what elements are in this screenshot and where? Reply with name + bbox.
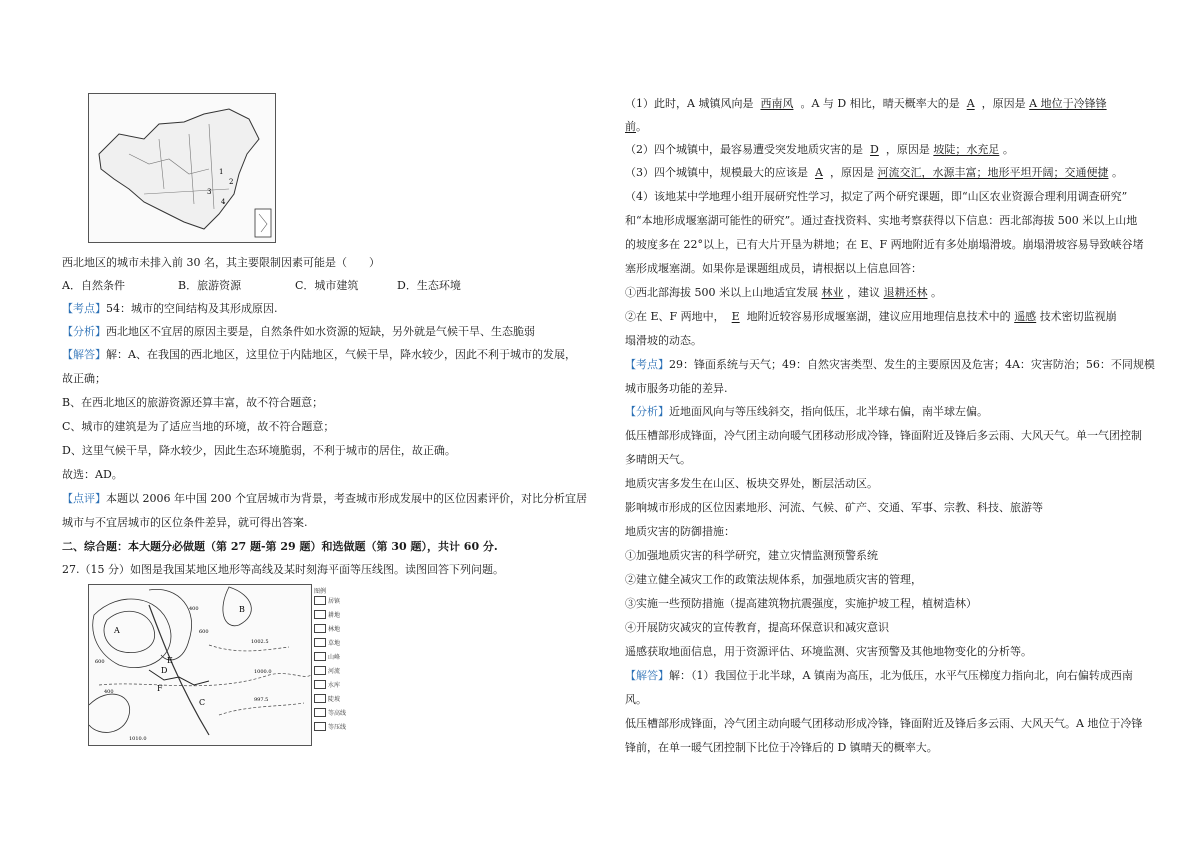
china-map-number: 1 [219, 168, 224, 176]
answer-text: ，原因是 [885, 143, 930, 156]
jieda-line [625, 669, 1133, 683]
map-label-e: E [167, 656, 173, 665]
steep-slope-icon [314, 694, 326, 703]
jieda-line-4: C、城市的建筑是为了适应当地的环境，故不符合题意； [62, 420, 335, 433]
jieda-line-5: D、这里气候干旱，降水较少，因此生态环境脆弱，不利于城市的居住，故正确。 [62, 444, 456, 457]
farmland-icon [314, 610, 326, 619]
fenxi-tag: 【分析】 [625, 405, 669, 418]
answer-1-line [625, 97, 1107, 111]
answer-blank: A [966, 97, 975, 110]
map-label-c: C [199, 698, 206, 707]
q26-stem: 西北地区的城市未排入前 30 名，其主要限制因素可能是（ ） [62, 256, 380, 269]
fenxi-line [625, 405, 988, 419]
kaodian-tag: 【考点】 [62, 302, 106, 315]
forest-icon [314, 624, 326, 633]
answer-text: 。 [931, 286, 942, 299]
answer-text: ①西北部海拔 500 米以上山地适宜发展 [625, 286, 818, 299]
isobar-label: 1000.0 [254, 669, 272, 675]
isobar-label: 1010.0 [129, 736, 147, 742]
answer-4b-line-2: 塌滑坡的动态。 [625, 334, 702, 347]
map-label-f: F [157, 684, 163, 693]
answer-3-line [625, 166, 1123, 180]
kaodian-tag: 【考点】 [625, 358, 669, 371]
kaodian-text: 29：锋面系统与天气；49：自然灾害类型、发生的主要原因及危害；4A：灾害防治；56：不同规模 [669, 358, 1155, 371]
answer-4-line-2: 和“本地形成堰塞湖可能性的研究”。通过查找资料、实地考察获得以下信息：西北部海拔 500 米以上山地 [625, 214, 1138, 227]
dianping-text: 本题以 2006 年中国 200 个宜居城市为背景，考查城市形成发展中的区位因素评价，对比分析宜居 [106, 492, 587, 505]
legend-label: 耕地 [328, 612, 341, 619]
legend-label: 等高线 [328, 710, 347, 717]
fenxi-text: 西北地区不宜居的原因主要是，自然条件如水资源的短缺，另外就是气候干旱、生态脆弱 [106, 325, 535, 338]
answer-text: （3）四个城镇中，规模最大的应该是 [625, 166, 808, 179]
jieda-text: 解：A、在我国的西北地区，这里位于内陆地区，气候干旱，降水较少，因此不利于城市的发展， [106, 348, 576, 361]
legend-label: 居镇 [328, 598, 341, 605]
china-map-number: 2 [229, 178, 234, 186]
map-label-a: A [114, 626, 120, 635]
section-2-heading: 二、综合题：本大题分必做题（第 27 题-第 29 题）和选做题（第 30 题），共计 60 分. [62, 540, 498, 553]
isobar-line-icon [314, 722, 326, 731]
q26-option-c: C．城市建筑 [295, 279, 359, 292]
q26-option-d: D．生态环境 [397, 279, 461, 292]
dianping-line-2: 城市与不宜居城市的区位条件差异，就可得出答案. [62, 516, 308, 529]
answer-text: 地附近较容易形成堰塞湖，建议应用地理信息技术中的 [746, 310, 1011, 323]
q26-option-a: A．自然条件 [62, 279, 125, 292]
answer-4-line-1: （4）该地某中学地理小组开展研究性学习，拟定了两个研究课题，即“山区农业资源合理利用调查研究” [625, 190, 1128, 203]
kaodian-line-2: 城市服务功能的差异. [625, 382, 728, 395]
fenxi-line-7: ①加强地质灾害的科学研究，建立灾情监测预警系统 [625, 549, 878, 562]
terrain-isobar-map-figure [88, 584, 312, 746]
fenxi-line-9: ③实施一些预防措施（提高建筑物抗震强度，实施护坡工程，植树造林） [625, 597, 977, 610]
answer-4b-line [625, 310, 1117, 324]
answer-blank: 林业 [821, 286, 844, 299]
fenxi-line-10: ④开展防灾减灾的宣传教育，提高环保意识和减灾意识 [625, 621, 889, 634]
legend-label: 山峰 [328, 654, 341, 661]
jieda-line-3: B、在西北地区的旅游资源还算丰富，故不符合题意； [62, 396, 324, 409]
answer-blank: 退耕还林 [883, 286, 928, 299]
answer-4-line-3: 的坡度多在 22°以上，已有大片开垦为耕地；在 E、F 两地附近有多处崩塌滑坡。崩塌滑坡容易导致峡谷堵 [625, 238, 1144, 251]
answer-blank: D [870, 143, 879, 156]
legend-label: 陡坡 [328, 696, 341, 703]
answer-blank: 西南风 [760, 97, 794, 110]
answer-blank: 遥感 [1014, 310, 1037, 323]
isobar-label: 997.5 [254, 697, 269, 703]
answer-blank: 坡陡；水充足 [933, 143, 1000, 156]
town-icon [314, 596, 326, 605]
dianping-line [62, 492, 587, 506]
legend-label: 草地 [328, 640, 341, 647]
answer-text: ，建议 [847, 286, 880, 299]
contour-line-icon [314, 708, 326, 717]
answer-blank: 前 [625, 120, 636, 133]
contour-label: 600 [95, 659, 105, 665]
dianping-tag: 【点评】 [62, 492, 106, 505]
china-map-number: 3 [207, 188, 212, 196]
china-map-figure [88, 93, 276, 243]
isobar-label: 1002.5 [251, 639, 269, 645]
jieda-line-2: 故正确； [62, 372, 106, 385]
q26-option-b: B．旅游资源 [178, 279, 242, 292]
answer-text: ，原因是 [981, 97, 1026, 110]
answer-text: 。 [1111, 166, 1123, 179]
map-legend [312, 584, 358, 744]
q27-stem: 27.（15 分）如图是我国某地区地形等高线及某时刻海平面等压线图。读图回答下列问题。 [62, 563, 504, 576]
jieda-line-4: 锋前，在单一暖气团控制下比位于冷锋后的 D 镇晴天的概率大。 [625, 741, 938, 754]
kaodian-text: 54：城市的空间结构及其形成原因. [106, 302, 278, 315]
kaodian-line [62, 302, 278, 316]
china-map-image [89, 94, 275, 242]
map-label-d: D [161, 666, 168, 675]
reservoir-icon [314, 680, 326, 689]
answer-blank: 河流交汇，水源丰富；地形平坦开阔；交通便捷 [877, 166, 1109, 179]
jieda-text: 解：（1）我国位于北半球，A 镇南为高压，北为低压，水平气压梯度力指向北，向右偏转成西南 [669, 669, 1133, 682]
answer-text: 技术密切监视崩 [1039, 310, 1117, 323]
answer-text: （2）四个城镇中，最容易遭受突发地质灾害的是 [625, 143, 863, 156]
jieda-tag: 【解答】 [62, 348, 106, 361]
legend-label: 等压线 [328, 724, 347, 731]
answer-text: ②在 E、F 两地中， [625, 310, 725, 323]
answer-text: （1）此时，A 城镇风向是 [625, 97, 754, 110]
fenxi-line-5: 影响城市形成的区位因素地形、河流、气候、矿产、交通、军事、宗教、科技、旅游等 [625, 501, 1043, 514]
kaodian-line [625, 358, 1155, 372]
terrain-isobar-map [89, 585, 311, 745]
jieda-line [62, 348, 576, 362]
answer-text: 。A 与 D 相比，晴天概率大的是 [800, 97, 960, 110]
answer-2-line [625, 143, 1014, 157]
fenxi-line-2: 低压槽部形成锋面，冷气团主动向暖气团移动形成冷锋，锋面附近及锋后多云雨、大风天气。单一气团控制 [625, 429, 1142, 442]
answer-blank: E [731, 310, 740, 323]
river-icon [314, 666, 326, 675]
fenxi-line [62, 325, 535, 339]
fenxi-text: 近地面风向与等压线斜交，指向低压，北半球右偏，南半球左偏。 [669, 405, 988, 418]
answer-4a-line [625, 286, 942, 300]
legend-title: 图例 [314, 588, 327, 595]
map-label-b: B [239, 605, 245, 614]
fenxi-line-6: 地质灾害的防御措施： [625, 525, 735, 538]
peak-icon [314, 652, 326, 661]
answer-blank: A [815, 166, 823, 179]
contour-label: 600 [199, 629, 209, 635]
answer-4-line-4: 塞形成堰塞湖。如果你是课题组成员，请根据以上信息回答： [625, 262, 922, 275]
jieda-tag: 【解答】 [625, 669, 669, 682]
fenxi-line-4: 地质灾害多发生在山区、板块交界处，断层活动区。 [625, 477, 878, 490]
fenxi-line-3: 多晴朗天气。 [625, 453, 691, 466]
jieda-line-6: 故选：AD。 [62, 468, 123, 481]
contour-label: 400 [104, 689, 114, 695]
answer-blank: A 地位于冷锋锋 [1029, 97, 1107, 110]
jieda-line-3: 低压槽部形成锋面，冷气团主动向暖气团移动形成冷锋，锋面附近及锋后多云雨、大风天气。A 地位于冷锋 [625, 717, 1143, 730]
answer-text: ，原因是 [829, 166, 874, 179]
grassland-icon [314, 638, 326, 647]
legend-label: 林地 [328, 626, 341, 633]
jieda-line-2: 风。 [625, 693, 647, 706]
fenxi-line-8: ②建立健全减灾工作的政策法规体系，加强地质灾害的管理， [625, 573, 922, 586]
answer-1-line-2 [625, 120, 647, 134]
fenxi-tag: 【分析】 [62, 325, 106, 338]
legend-label: 水库 [328, 682, 341, 689]
contour-label: 400 [189, 606, 199, 612]
legend-label: 河流 [328, 668, 341, 675]
answer-text: 。 [636, 120, 647, 133]
fenxi-line-11: 遥感获取地面信息，用于资源评估、环境监测、灾害预警及其他地物变化的分析等。 [625, 645, 1032, 658]
answer-text: 。 [1002, 143, 1014, 156]
china-map-number: 4 [221, 198, 226, 206]
